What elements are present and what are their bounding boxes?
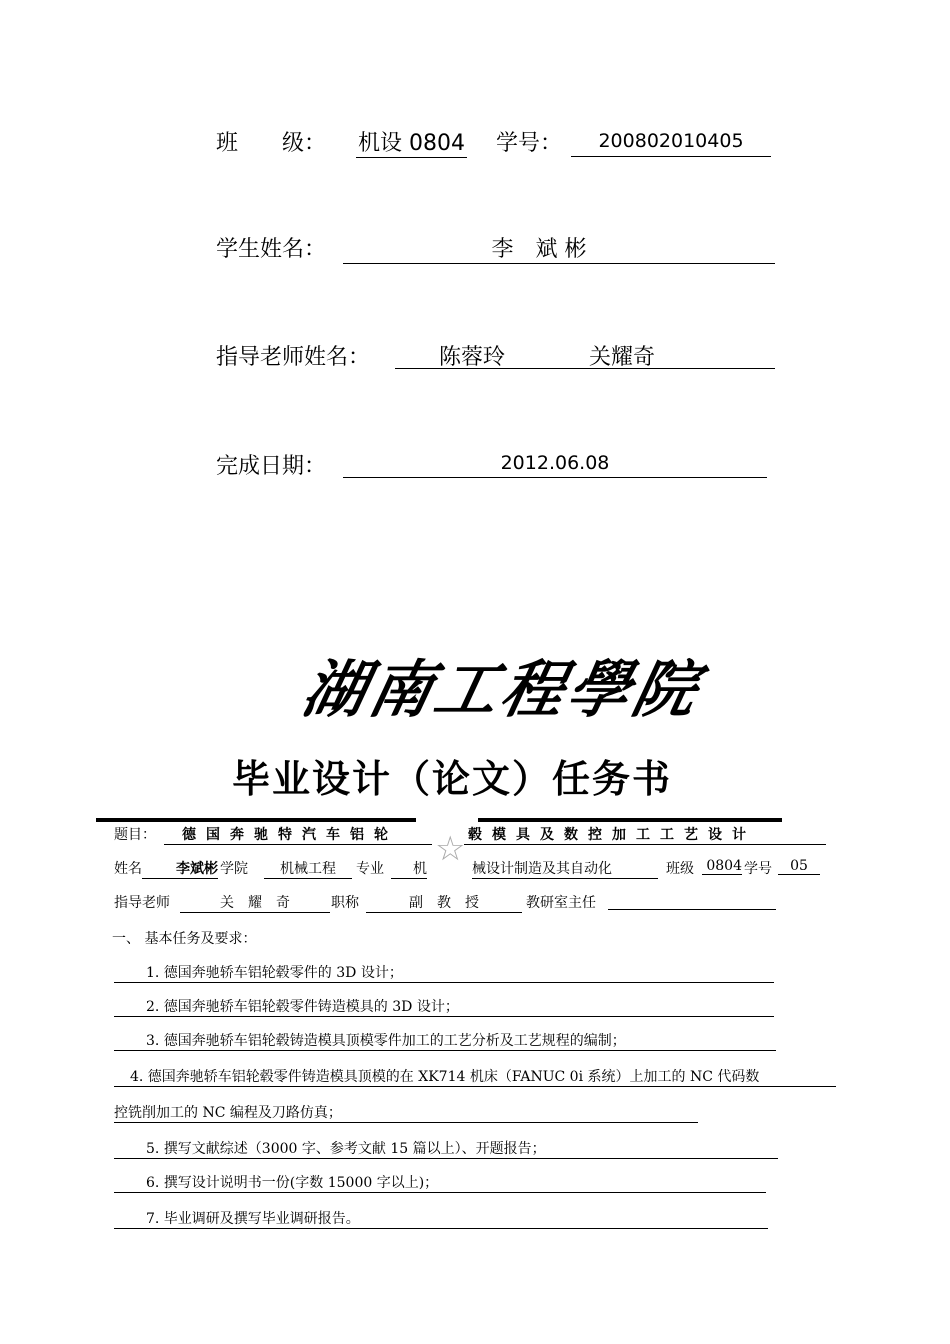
task-item-continued: 控铣削加工的 NC 编程及刀路仿真； xyxy=(114,1102,698,1123)
advisor-label: 指导老师姓名： xyxy=(216,345,371,370)
class-number-value: 0804 xyxy=(702,858,742,875)
topic-label: 题目： xyxy=(114,827,156,843)
task-item: 3. 德国奔驰轿车铝轮毂铸造模具顶模零件加工的工艺分析及工艺规程的编制； xyxy=(114,1030,776,1051)
student-name-label: 学生姓名： xyxy=(216,237,327,262)
task-item: 6. 撰写设计说明书一份(字数 15000 字以上)； xyxy=(114,1172,766,1193)
dept-head-value xyxy=(608,892,776,910)
teacher-label: 指导老师 xyxy=(114,895,170,911)
title-rule-right xyxy=(478,818,782,822)
advisor-underline xyxy=(395,340,775,369)
advisor-name-2: 关耀奇 xyxy=(589,345,656,370)
title-label: 职称 xyxy=(331,895,359,911)
class-number-label: 班级 xyxy=(666,861,694,877)
dept-head-label: 教研室主任 xyxy=(526,895,596,911)
task-item: 5. 撰写文献综述（3000 字、参考文献 15 篇以上）、开题报告； xyxy=(114,1138,778,1159)
advisor-name-1: 陈蓉玲 xyxy=(439,345,506,370)
task-item: 7. 毕业调研及撰写毕业调研报告。 xyxy=(114,1208,768,1229)
teacher-value: 关 耀 奇 xyxy=(180,892,330,913)
task-item: 2. 德国奔驰轿车铝轮毂零件铸造模具的 3D 设计； xyxy=(114,996,774,1017)
topic-value-part2: 毂模具及数控加工工艺设计 xyxy=(464,824,826,845)
title-rule-left xyxy=(96,818,416,822)
date-value: 2012.06.08 xyxy=(343,449,767,478)
student-name-value: 李 斌 彬 xyxy=(343,232,775,264)
name-label: 姓名 xyxy=(114,861,142,877)
major-value-part2: 械设计制造及其自动化 xyxy=(472,858,658,879)
college-logo: 湖南工程學院 xyxy=(296,653,708,726)
date-label: 完成日期： xyxy=(216,454,327,479)
college-label: 学院 xyxy=(220,861,248,877)
college-value: 机械工程 xyxy=(264,858,352,879)
name-value: 李斌彬 xyxy=(142,858,218,879)
section-heading: 一、 基本任务及要求： xyxy=(112,931,257,947)
major-label: 专业 xyxy=(356,861,384,877)
student-number-label: 学号 xyxy=(744,861,772,877)
class-label: 班 级： xyxy=(216,131,327,156)
student-id-label: 学号： xyxy=(496,131,563,156)
class-value: 机设 0804 xyxy=(356,126,467,158)
task-item: 4. 德国奔驰轿车铝轮毂零件铸造模具顶模的在 XK714 机床（FANUC 0i 系统）上加工的 NC 代码数 xyxy=(114,1066,836,1087)
topic-value-part1: 德国奔驰特汽车铝轮 xyxy=(164,824,432,845)
document-title: 毕业设计（论文）任务书 xyxy=(232,756,673,801)
student-id-value: 200802010405 xyxy=(571,126,771,157)
major-value-part1: 机 xyxy=(391,858,427,879)
star-icon: ☆ xyxy=(435,829,466,869)
student-number-value: 05 xyxy=(778,858,820,875)
task-item: 1. 德国奔驰轿车铝轮毂零件的 3D 设计； xyxy=(114,962,774,983)
title-value: 副 教 授 xyxy=(366,892,522,913)
